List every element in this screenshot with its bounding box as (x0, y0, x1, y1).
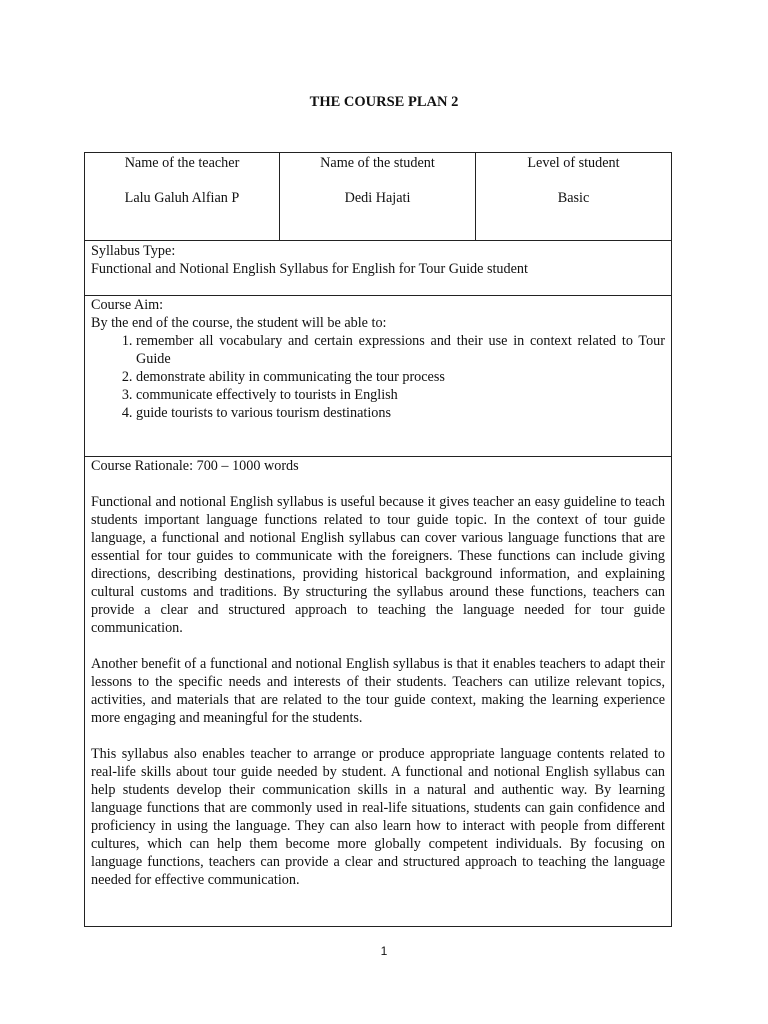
teacher-label: Name of the teacher (124, 155, 240, 171)
level-value: Basic (557, 190, 590, 206)
student-name: Dedi Hajati (344, 190, 411, 206)
course-plan-table (84, 152, 672, 927)
rationale-row (85, 457, 672, 927)
list-item: 1. remember all vocabulary and certain expressions and their use in context related to Tour Guide (136, 332, 665, 368)
list-item: 2. demonstrate ability in communicating the tour process (136, 368, 665, 386)
syllabus-row (85, 241, 672, 296)
list-item: 3. communicate effectively to tourists in English (136, 386, 665, 404)
student-cell (280, 153, 476, 241)
teacher-name: Lalu Galuh Alfian P (124, 190, 240, 206)
rationale-label: Course Rationale: 700 – 1000 words (91, 458, 299, 474)
teacher-cell (85, 153, 280, 241)
list-item: 4. guide tourists to various tourism destinations (136, 404, 665, 422)
level-label: Level of student (527, 155, 620, 171)
syllabus-value: Functional and Notional English Syllabus for English for Tour Guide student (91, 261, 528, 277)
course-aim-cell (85, 296, 672, 457)
syllabus-cell (85, 241, 672, 296)
rationale-cell (85, 457, 672, 927)
course-aim-label: Course Aim: (91, 297, 164, 313)
course-aim-list (91, 332, 665, 422)
course-aim-row (85, 296, 672, 457)
page-number: 1 (380, 944, 388, 958)
header-row (85, 153, 672, 241)
level-cell (476, 153, 672, 241)
rationale-paragraph: Functional and notional English syllabus is useful because it gives teacher an easy guideline to teach students important language functions related to tour guide topic. In the context of tour guide language, a functional and notional English syllabus can cover various language functions that are essential for tour guides to communicate with the foreigners. These functions can include giving directions, describing destinations, providing historical background information, and explaining cultural customs and traditions. By structuring the syllabus around these functions, teachers can provide a clear and structured approach to teaching the language needed for tour guide communication. (91, 494, 665, 636)
rationale-paragraph: Another benefit of a functional and notional English syllabus is that it enables teachers to adapt their lessons to the specific needs and interests of their students. Teachers can utilize relevant topics, activities, and materials that are related to the tour guide context, making the learning experience more engaging and meaningful for the students. (91, 656, 665, 726)
course-aim-intro: By the end of the course, the student will be able to: (91, 315, 387, 331)
syllabus-label: Syllabus Type: (91, 243, 176, 259)
document-title: THE COURSE PLAN 2 (309, 94, 459, 110)
rationale-paragraph: This syllabus also enables teacher to arrange or produce appropriate language contents related to real-life skills about tour guide needed by student. A functional and notional English syllabus can help students develop their communication skills in a natural and authentic way. By learning language functions that are commonly used in real-life situations, students can gain confidence and proficiency in using the language. They can also learn how to interact with people from different cultures, which can help them become more globally competent individuals. By focusing on language functions, teachers can provide a clear and structured approach to teaching the language needed for effective communication. (91, 746, 665, 888)
student-label: Name of the student (320, 155, 435, 171)
